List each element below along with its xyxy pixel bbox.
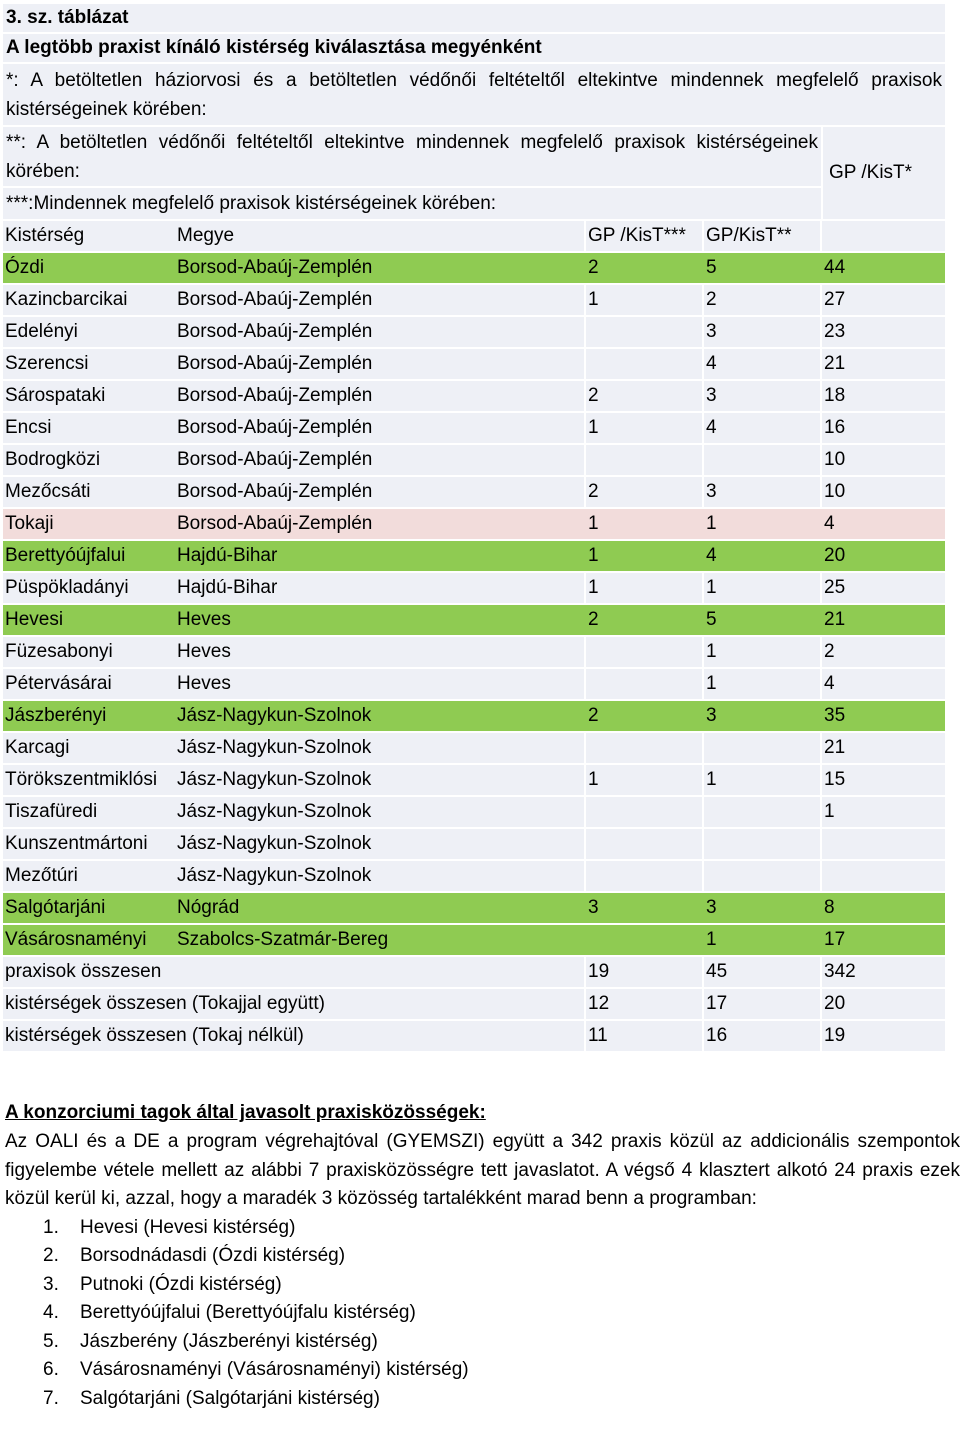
table-note-single [3,64,945,125]
table-title: A legtöbb praxist kínáló kistérség kiválasztása megyénként [3,34,945,62]
totals-gp3: 12 [586,989,704,1019]
cell-gp2: 1 [704,925,822,955]
proposal-list [5,1214,960,1414]
cell-kisterseg: Füzesabonyi [5,641,113,662]
table-row [3,861,945,891]
cell-kisterseg: Mezőcsáti [5,481,91,502]
cell-megye: Heves [175,605,586,635]
totals-gp1: 20 [824,993,846,1014]
cell-gp1: 10 [824,449,846,470]
totals-label: kistérségek összesen (Tokaj nélkül) [3,1021,586,1051]
cell-gp2: 4 [704,349,822,379]
cell-megye: Borsod-Abaúj-Zemplén [175,381,586,411]
table-row [3,925,945,955]
cell-gp3 [586,445,704,475]
table-row [3,637,945,667]
table-note-double: **: A betöltetlen védőnői feltételtől eltekintve mindennek megfelelő praxisok kistérségeinek körében: [6,132,818,182]
list-item-number: 3. [43,1273,59,1295]
table-totals [3,957,945,1051]
totals-row [3,1021,945,1051]
table-row [3,573,945,603]
totals-row [3,989,945,1019]
cell-gp2: 1 [704,669,822,699]
cell-gp2 [704,861,822,891]
list-item-text: Berettyóújfalui (Berettyóújfalu kistérség) [80,1302,416,1323]
cell-gp3: 2 [586,701,704,731]
cell-megye: Borsod-Abaúj-Zemplén [175,445,586,475]
cell-megye: Borsod-Abaúj-Zemplén [175,509,586,539]
proposal-list-item [43,1299,960,1328]
table-row [3,349,945,379]
proposal-list-item [43,1385,960,1414]
table-row [3,669,945,699]
table-row [3,701,945,731]
cell-gp1: 18 [824,385,846,406]
list-item-number: 6. [43,1359,59,1380]
cell-gp1: 16 [824,417,846,438]
cell-gp3 [586,669,704,699]
table-row [3,285,945,315]
col-header-kisterseg: Kistérség [5,225,85,246]
praxis-table [3,4,945,1053]
cell-gp3 [586,925,704,955]
cell-gp1: 15 [824,769,846,790]
table-row [3,381,945,411]
table-note-triple: ***:Mindennek megfelelő praxisok kistérségeinek körében: [3,186,821,219]
cell-gp1: 4 [824,513,835,534]
cell-megye: Heves [175,669,586,699]
cell-gp1: 21 [824,609,846,630]
cell-gp2: 3 [704,893,822,923]
cell-gp3: 2 [586,381,704,411]
cell-gp2: 2 [704,285,822,315]
cell-gp2: 4 [704,541,822,571]
cell-gp1: 21 [824,737,846,758]
cell-kisterseg: Encsi [5,417,52,438]
cell-kisterseg: Szerencsi [5,353,89,374]
cell-gp1: 23 [824,321,846,342]
list-item-number: 2. [43,1245,59,1266]
table-row [3,477,945,507]
cell-gp1: 27 [824,289,846,310]
cell-gp3: 1 [586,573,704,603]
cell-megye: Jász-Nagykun-Szolnok [175,733,586,763]
table-header-row [3,221,945,251]
cell-kisterseg: Sárospataki [5,385,106,406]
cell-gp2 [704,797,822,827]
notes-2 [3,127,945,219]
table-row [3,893,945,923]
totals-gp2: 17 [704,989,822,1019]
cell-megye: Borsod-Abaúj-Zemplén [175,253,586,283]
cell-kisterseg: Püspökladányi [5,577,129,598]
table-row [3,413,945,443]
note-single-text: *: A betöltetlen háziorvosi és a betöltetlen védőnői feltételtől eltekintve mindennek megfelelő praxisok kistérségeinek körében: [6,70,942,120]
list-item-number: 4. [43,1302,59,1323]
cell-kisterseg: Tiszafüredi [5,801,98,822]
table-number: 3. sz. táblázat [3,4,945,32]
table-row [3,253,945,283]
table-row [3,541,945,571]
list-item-text: Hevesi (Hevesi kistérség) [80,1216,296,1238]
table-row [3,317,945,347]
cell-gp3: 3 [586,893,704,923]
cell-gp1: 2 [824,641,835,662]
cell-gp2: 5 [704,605,822,635]
table-row [3,765,945,795]
list-item-number: 5. [43,1330,59,1352]
table-row [3,829,945,859]
cell-kisterseg: Berettyóújfalui [5,545,126,566]
col-header-gp-kist-star [821,127,945,219]
col-header-megye: Megye [175,221,586,251]
cell-gp3: 1 [586,413,704,443]
table-row [3,733,945,763]
list-item-text: Vásárosnaményi (Vásárosnaményi) kistérség) [80,1359,469,1380]
cell-megye: Borsod-Abaúj-Zemplén [175,349,586,379]
cell-megye: Borsod-Abaúj-Zemplén [175,477,586,507]
cell-gp2 [704,445,822,475]
totals-gp1: 342 [824,961,856,982]
table-row [3,445,945,475]
totals-gp3: 11 [586,1021,704,1051]
totals-label: kistérségek összesen (Tokajjal együtt) [3,989,586,1019]
totals-gp2: 16 [704,1021,822,1051]
cell-gp1: 4 [824,673,835,694]
cell-gp1: 17 [824,929,846,950]
cell-gp2: 1 [704,637,822,667]
cell-kisterseg: Jászberényi [5,705,107,726]
cell-gp1: 25 [824,577,846,598]
cell-gp2: 1 [704,509,822,539]
cell-gp1: 21 [824,353,846,374]
cell-megye: Jász-Nagykun-Szolnok [175,861,586,891]
cell-megye: Heves [175,637,586,667]
table-row [3,605,945,635]
cell-kisterseg: Kazincbarcikai [5,289,128,310]
cell-gp2: 3 [704,381,822,411]
cell-megye: Hajdú-Bihar [175,541,586,571]
list-item-text: Jászberény (Jászberényi kistérség) [80,1330,378,1352]
cell-gp1: 10 [824,481,846,502]
list-item-text: Borsodnádasdi (Ózdi kistérség) [80,1245,346,1266]
cell-gp2: 3 [704,701,822,731]
section-paragraph: Az OALI és a DE a program végrehajtóval (GYEMSZI) együtt a 342 praxis közül az addicionális szempontok figyelembe vétele mellett az alábbi 7 praxisközösségre tett javaslatot. A végső 4 klasztert alkotó 24 praxis ezek közül kerül ki, azzal, hogy a maradék 3 közösség tartalékként marad benn a programban: [5,1131,960,1209]
col-header-gp3: GP /KisT*** [586,221,704,251]
proposal-list-item [43,1271,960,1300]
proposal-list-item [43,1328,960,1357]
cell-gp3 [586,797,704,827]
cell-gp1: 1 [824,801,835,822]
cell-gp3: 1 [586,541,704,571]
cell-gp3: 1 [586,285,704,315]
cell-gp3: 2 [586,605,704,635]
cell-kisterseg: Mezőtúri [5,865,78,886]
cell-kisterseg: Pétervásárai [5,673,112,694]
table-row [3,797,945,827]
cell-gp3: 1 [586,509,704,539]
cell-gp2 [704,829,822,859]
cell-kisterseg: Ózdi [5,257,45,278]
cell-gp2: 4 [704,413,822,443]
cell-megye: Szabolcs-Szatmár-Bereg [175,925,586,955]
proposal-list-item [43,1214,960,1243]
cell-gp2: 5 [704,253,822,283]
cell-gp3 [586,733,704,763]
cell-megye: Jász-Nagykun-Szolnok [175,765,586,795]
cell-megye: Jász-Nagykun-Szolnok [175,797,586,827]
proposal-list-item [43,1242,960,1271]
list-item-number: 1. [43,1216,59,1238]
cell-megye: Jász-Nagykun-Szolnok [175,701,586,731]
table-body [3,253,945,955]
cell-kisterseg: Karcagi [5,737,70,758]
col-header-gp2: GP/KisT** [704,221,822,251]
cell-gp3: 2 [586,477,704,507]
cell-gp3 [586,861,704,891]
cell-gp2: 3 [704,477,822,507]
table-row [3,509,945,539]
gp-kist-star-label: GP /KisT* [829,162,913,183]
cell-kisterseg: Edelényi [5,321,78,342]
cell-gp3 [586,637,704,667]
cell-megye: Borsod-Abaúj-Zemplén [175,317,586,347]
list-item-text: Salgótarjáni (Salgótarjáni kistérség) [80,1387,380,1409]
cell-megye: Borsod-Abaúj-Zemplén [175,413,586,443]
cell-gp1 [822,861,945,891]
cell-megye: Jász-Nagykun-Szolnok [175,829,586,859]
cell-gp2: 1 [704,573,822,603]
proposal-section [5,1098,960,1413]
totals-gp2: 45 [704,957,822,987]
totals-gp1: 19 [824,1025,846,1046]
cell-megye: Borsod-Abaúj-Zemplén [175,285,586,315]
cell-gp2 [704,733,822,763]
cell-gp1: 35 [824,705,846,726]
cell-gp3 [586,317,704,347]
cell-kisterseg: Salgótarjáni [5,897,106,918]
cell-kisterseg: Kunszentmártoni [5,833,148,854]
col-header-gp1-empty [822,221,945,251]
cell-megye: Hajdú-Bihar [175,573,586,603]
section-heading: A konzorciumi tagok által javasolt praxisközösségek: [5,1102,486,1123]
notes-2-left [3,127,821,219]
cell-megye: Nógrád [175,893,586,923]
cell-gp3 [586,349,704,379]
cell-gp1: 44 [824,257,846,278]
totals-gp3: 19 [586,957,704,987]
cell-kisterseg: Törökszentmiklósi [5,769,158,790]
proposal-list-item [43,1356,960,1385]
totals-label: praxisok összesen [3,957,586,987]
cell-gp2: 3 [704,317,822,347]
cell-kisterseg: Tokaji [5,513,54,534]
cell-gp1: 8 [824,897,835,918]
cell-gp1 [822,829,945,859]
cell-gp3: 2 [586,253,704,283]
cell-gp2: 1 [704,765,822,795]
cell-gp3: 1 [586,765,704,795]
cell-kisterseg: Hevesi [5,609,64,630]
list-item-number: 7. [43,1387,59,1409]
totals-row [3,957,945,987]
cell-kisterseg: Vásárosnaményi [5,929,147,950]
cell-gp3 [586,829,704,859]
list-item-text: Putnoki (Ózdi kistérség) [80,1273,282,1295]
cell-gp1: 20 [824,545,846,566]
cell-kisterseg: Bodrogközi [5,449,101,470]
